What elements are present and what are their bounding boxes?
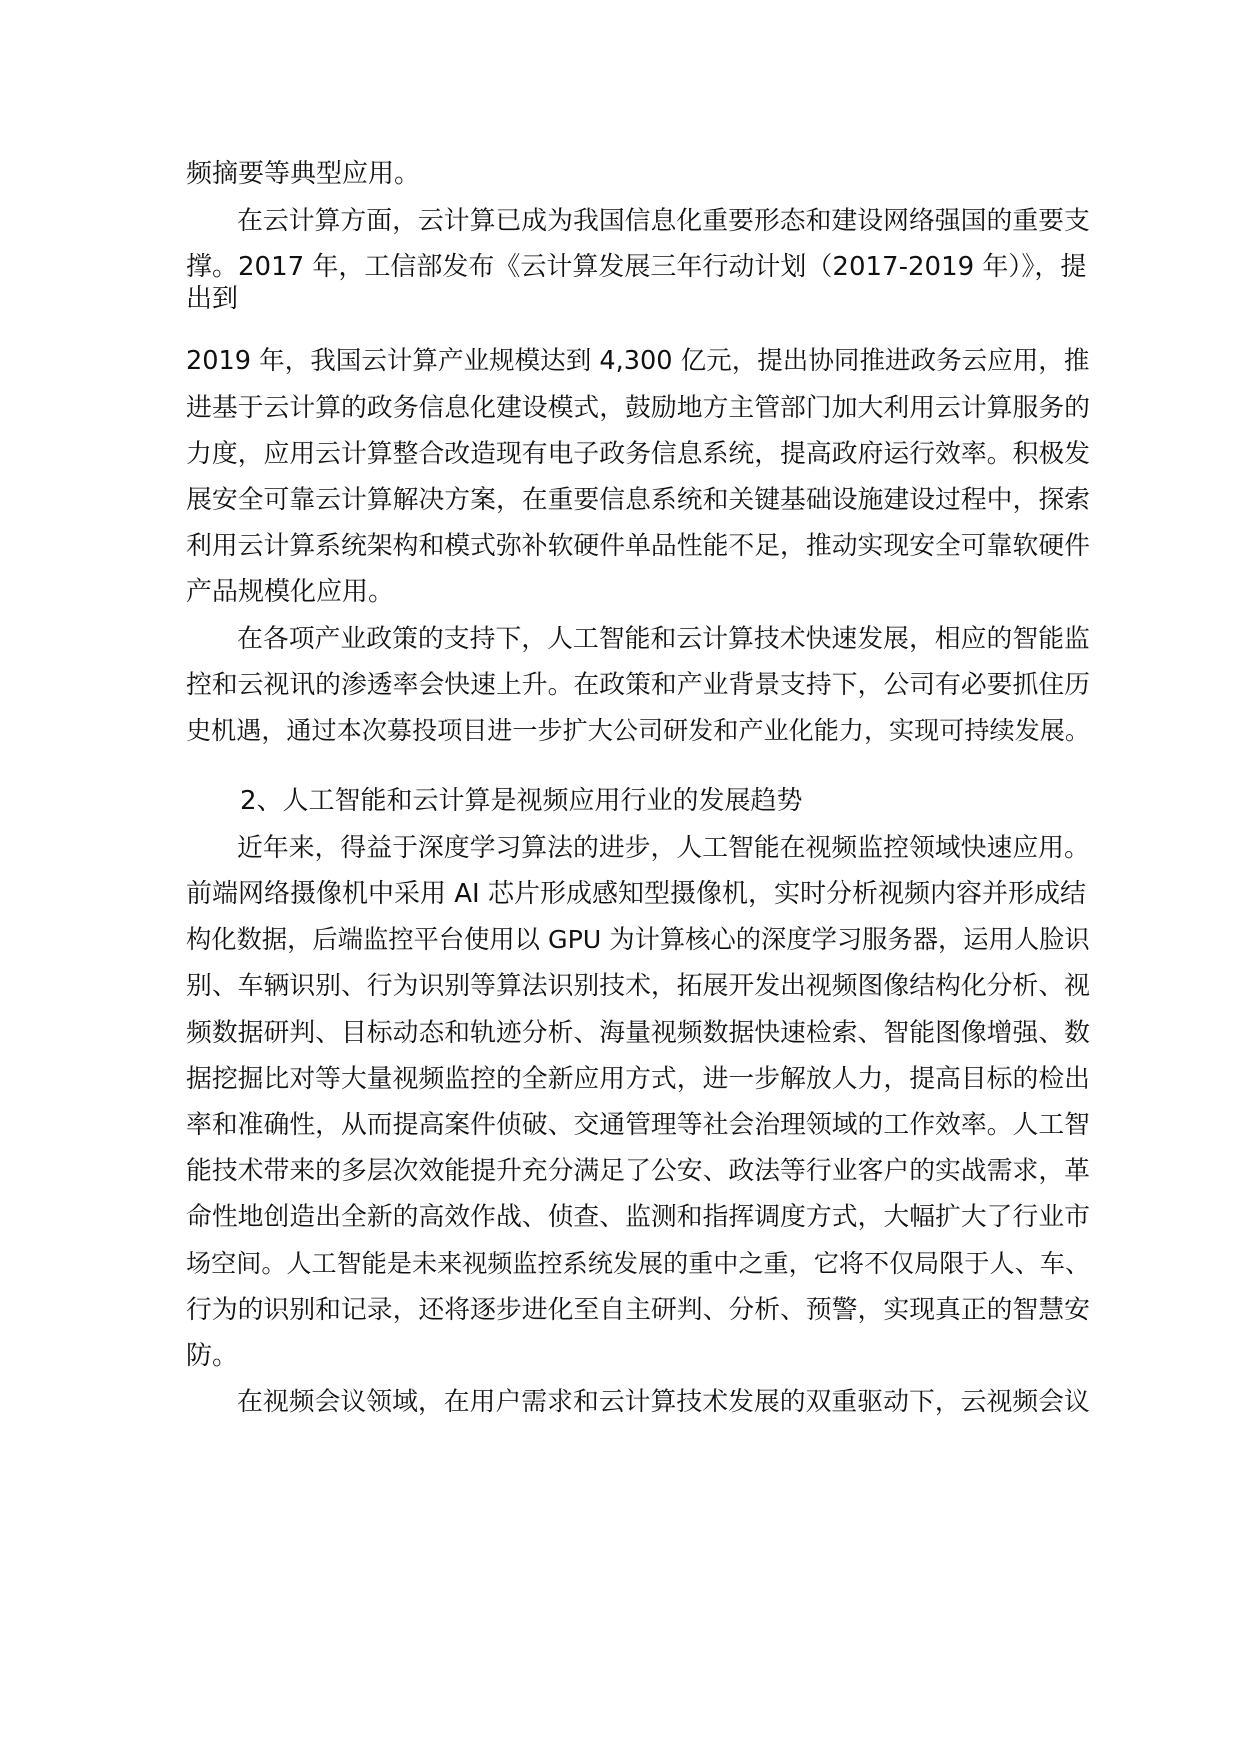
text-line: 史机遇，通过本次募投项目进一步扩大公司研发和产业化能力，实现可持续发展。	[186, 716, 1090, 745]
text-line: 前端网络摄像机中采用 AI 芯片形成感知型摄像机，实时分析视频内容并形成结	[186, 879, 1086, 909]
text-line: 场空间。人工智能是未来视频监控系统发展的重中之重，它将不仅局限于人、车、	[186, 1249, 1090, 1278]
text-line: 力度，应用云计算整合改造现有电子政务信息系统，提高政府运行效率。积极发	[186, 439, 1090, 469]
text-line: 出到	[186, 284, 239, 314]
text-line: 在云计算方面，云计算已成为我国信息化重要形态和建设网络强国的重要支	[237, 206, 1090, 236]
text-line: 利用云计算系统架构和模式弥补软硬件单品性能不足，推动实现安全可靠软硬件	[186, 531, 1090, 561]
text-line: 撑。2017 年，工信部发布《云计算发展三年行动计划（2017-2019 年）》，提	[186, 252, 1087, 282]
text-line: 能技术带来的多层次效能提升充分满足了公安、政法等行业客户的实战需求，革	[186, 1156, 1090, 1186]
text-line: 频数据研判、目标动态和轨迹分析、海量视频数据快速检索、智能图像增强、数	[186, 1018, 1090, 1048]
text-line: 行为的识别和记录，还将逐步进化至自主研判、分析、预警，实现真正的智慧安	[186, 1295, 1090, 1325]
text-line: 在视频会议领域，在用户需求和云计算技术发展的双重驱动下，云视频会议	[237, 1387, 1090, 1417]
text-line: 构化数据，后端监控平台使用以 GPU 为计算核心的深度学习服务器，运用人脸识	[186, 925, 1090, 954]
text-line: 产品规模化应用。	[186, 577, 395, 607]
text-line: 2019 年，我国云计算产业规模达到 4,300 亿元，提出协同推进政务云应用，推	[186, 346, 1090, 376]
text-line: 防。	[186, 1341, 239, 1371]
text-line: 据挖掘比对等大量视频监控的全新应用方式，进一步解放人力，提高目标的检出	[186, 1064, 1090, 1094]
text-line: 近年来，得益于深度学习算法的进步，人工智能在视频监控领域快速应用。	[237, 833, 1090, 863]
text-line: 在各项产业政策的支持下，人工智能和云计算技术快速发展，相应的智能监	[237, 624, 1090, 654]
section-heading: 2、人工智能和云计算是视频应用行业的发展趋势	[240, 786, 803, 816]
text-line: 别、车辆识别、行为识别等算法识别技术，拓展开发出视频图像结构化分析、视	[186, 971, 1090, 1001]
text-line: 展安全可靠云计算解决方案，在重要信息系统和关键基础设施建设过程中，探索	[186, 485, 1090, 515]
text-line: 控和云视讯的渗透率会快速上升。在政策和产业背景支持下，公司有必要抓住历	[186, 670, 1090, 700]
text-line: 率和准确性，从而提高案件侦破、交通管理等社会治理领域的工作效率。人工智	[186, 1110, 1090, 1140]
text-line: 频摘要等典型应用。	[186, 159, 421, 189]
text-line: 命性地创造出全新的高效作战、侦查、监测和指挥调度方式，大幅扩大了行业市	[186, 1202, 1090, 1232]
text-line: 进基于云计算的政务信息化建设模式，鼓励地方主管部门加大利用云计算服务的	[186, 393, 1090, 423]
